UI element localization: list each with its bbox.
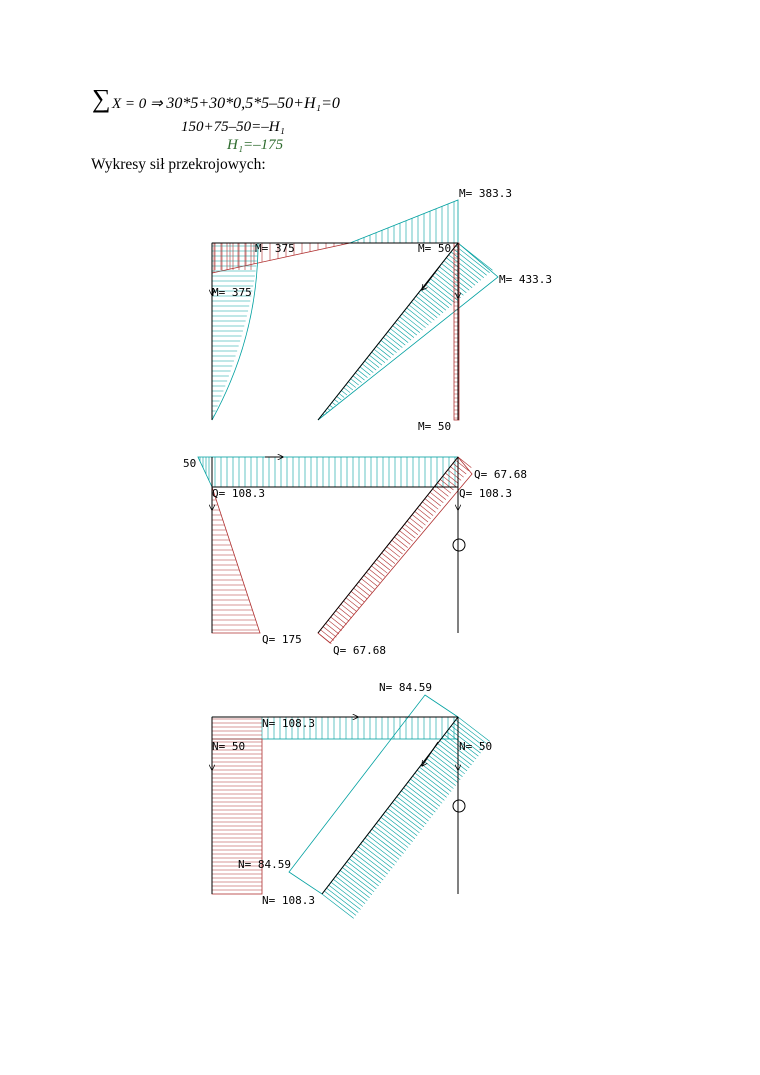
shear-label-diagonal-bottom: Q= 67.68 xyxy=(333,644,386,657)
shear-label-diagonal-top: Q= 67.68 xyxy=(474,468,527,481)
equation-line-2: 150+75–50=–H₁ xyxy=(181,119,285,135)
normal-force-diagram xyxy=(212,681,492,918)
normal-label-beam: N= 108.3 xyxy=(262,717,315,730)
moment-frame-structure xyxy=(212,243,458,420)
shear-beam-area xyxy=(212,457,458,487)
moment-label-beam-left: M= 375 xyxy=(255,242,295,255)
moment-left-column-area xyxy=(212,243,258,420)
moment-beam-positive-area xyxy=(350,200,458,243)
moment-label-beam-right: M= 50 xyxy=(418,242,452,255)
shear-label-column-bottom: Q= 175 xyxy=(262,633,302,646)
sum-symbol: ∑ xyxy=(92,84,111,113)
section-caption: Wykresy sił przekrojowych: xyxy=(91,156,266,173)
normal-beam-area xyxy=(212,717,458,739)
normal-label-diagonal-top: N= 84.59 xyxy=(379,681,432,694)
shear-left-top-area xyxy=(198,457,212,487)
normal-label-diagonal-bottom: N= 84.59 xyxy=(238,858,291,871)
moment-label-column-left: M= 375 xyxy=(212,286,252,299)
moment-label-diagonal-tip: M= 433.3 xyxy=(499,273,552,286)
normal-label-column-right: N= 50 xyxy=(459,740,493,753)
equation-result-h1: H₁=–175 xyxy=(227,137,284,153)
moment-label-top-right: M= 383.3 xyxy=(459,187,512,200)
shear-left-column-area xyxy=(212,487,260,633)
shear-label-beam-left: Q= 108.3 xyxy=(212,487,265,500)
shear-label-beam-right: Q= 108.3 xyxy=(459,487,512,500)
equation-rhs: 30*5+30*0,5*5–50+H₁=0 xyxy=(166,95,340,112)
shear-diagram xyxy=(183,457,527,657)
shear-frame-structure xyxy=(212,457,465,633)
normal-label-column-bottom: N= 108.3 xyxy=(262,894,315,907)
moment-label-right-bottom: M= 50 xyxy=(418,420,452,433)
normal-label-column-left: N= 50 xyxy=(212,740,246,753)
moment-diagonal-area xyxy=(318,243,498,420)
shear-label-left-top: 50 xyxy=(183,457,197,470)
equation-lhs: X = 0 ⇒ xyxy=(112,96,163,112)
moment-diagram xyxy=(212,187,552,433)
